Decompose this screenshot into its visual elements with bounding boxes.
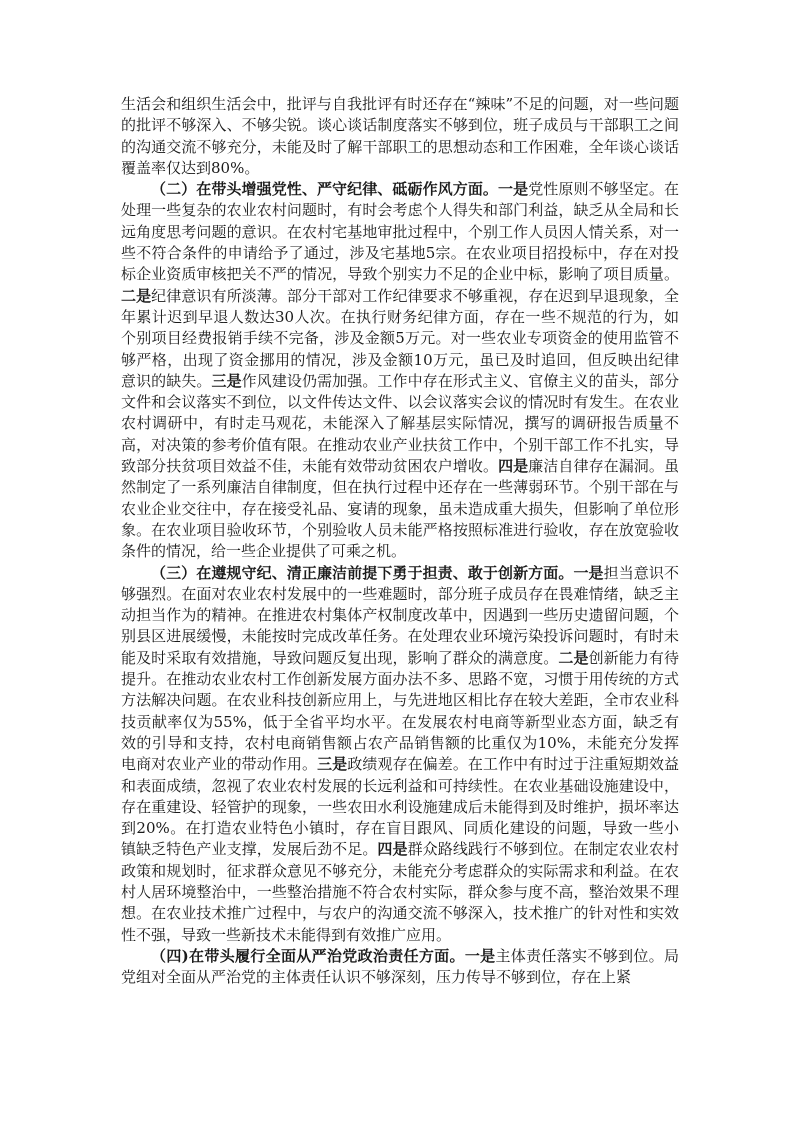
point-text: 作风建设仍需加强。工作中存在形式主义、官僚主义的苗头，部分文件和会议落实不到位，以文件传达文件、以会议落实会议的情况时有发生。在农业农村调研中，有时走马观花，未能深入了解基层实际情况，撰写的调研报告质量不高，对决策的参考价值有限。在推动农业产业扶贫工作中，个别干部工作不扎实，导致部分扶贫项目效益不佳，未能有效带动贫困农户增收。: [121, 371, 679, 476]
paragraph-text: 生活会和组织生活会中，批评与自我批评有时还存在“辣味”不足的问题，对一些问题的批评不够深入、不够尖锐。谈心谈话制度落实不够到位，班子成员与干部职工之间的沟通交流不够充分，未能及时了解干部职工的思想动态和工作困难，全年谈心谈话覆盖率仅达到80%。: [121, 95, 679, 177]
paragraph-section-4: [121, 946, 679, 989]
point-lead: 三是: [317, 755, 348, 774]
point-lead: 二是: [121, 286, 152, 305]
point-text: 群众路线践行不够到位。在制定农业农村政策和规划时，征求群众意见不够充分，未能充分考虑群众的实际需求和利益。在农村人居环境整治中，一些整治措施不符合农村实际，群众参与度不高，整治效果不理想。在农业技术推广过程中，与农户的沟通交流不够深入，技术推广的针对性和实效性不强，导致一些新技术未能得到有效推广应用。: [121, 840, 679, 944]
point-lead: 四是: [498, 457, 529, 476]
point-text: 主体责任落实不够到位。局党组对全面从严治党的主体责任认识不够深刻，压力传导不够到位，存在上紧: [121, 946, 679, 987]
point-lead: 四是: [377, 840, 408, 859]
point-text: 政绩观存在偏差。在工作中有时过于注重短期效益和表面成绩，忽视了农业农村发展的长远利益和可持续性。在农业基础设施建设中，存在重建设、轻管护的现象，一些农田水利设施建成后未能得到及时维护，损坏率达到20%。在打造农业特色小镇时，存在盲目跟风、同质化建设的问题，导致一些小镇缺乏特色产业支撑，发展后劲不足。: [121, 755, 679, 859]
point-lead: 一是: [464, 946, 496, 965]
point-text: 创新能力有待提升。在推动农业农村工作创新发展方面办法不多、思路不宽，习惯于用传统的方式方法解决问题。在农业科技创新应用上，与先进地区相比存在较大差距，全市农业科技贡献率仅为55%，低于全省平均水平。在发展农村电商等新型业态方面，缺乏有效的引导和支持，农村电商销售额占农产品销售额的比重仅为10%，未能充分发挥电商对农业产业的带动作用。: [121, 648, 679, 774]
point-lead: 一是: [573, 563, 604, 582]
paragraph-section-3: [121, 563, 679, 946]
point-text: 纪律意识有所淡薄。部分干部对工作纪律要求不够重视，存在迟到早退现象，全年累计迟到早退人数达30人次。在执行财务纪律方面，存在一些不规范的行为，如个别项目经费报销手续不完备，涉及金额5万元。对一些农业专项资金的使用监管不够严格，出现了资金挪用的情况，涉及金额10万元，虽已及时追回，但反映出纪律意识的缺失。: [121, 286, 679, 390]
point-text: 担当意识不够强烈。在面对农业农村发展中的一些难题时，部分班子成员存在畏难情绪，缺乏主动担当作为的精神。在推进农村集体产权制度改革中，因遇到一些历史遗留问题，个别县区进展缓慢，未能按时完成改革任务。在处理农业环境污染投诉问题时，有时未能及时采取有效措施，导致问题反复出现，影响了群众的满意度。: [121, 563, 679, 667]
point-lead: 二是: [558, 648, 589, 667]
point-lead: 一是: [498, 180, 529, 199]
point-text: 党性原则不够坚定。在处理一些复杂的农业农村问题时，有时会考虑个人得失和部门利益，缺乏从全局和长远角度思考问题的意识。在农村宅基地审批过程中，个别工作人员因人情关系，对一些不符合条件的申请给予了通过，涉及宅基地5宗。在农业项目招投标中，存在对投标企业资质审核把关不严的情况，导致个别实力不足的企业中标，影响了项目质量。: [121, 180, 679, 284]
document-body: [121, 94, 679, 988]
point-lead: 三是: [211, 371, 242, 390]
section-heading: （三）在遵规守纪、清正廉洁前提下勇于担责、敢于创新方面。: [151, 563, 574, 582]
paragraph-section-2: [121, 179, 679, 562]
paragraph-continuation: [121, 94, 679, 179]
point-text: 廉洁自律存在漏洞。虽然制定了一系列廉洁自律制度，但在执行过程中还存在一些薄弱环节。个别干部在与农业企业交往中，存在接受礼品、宴请的现象，虽未造成重大损失，但影响了单位形象。在农业项目验收环节，个别验收人员未能严格按照标准进行验收，存在放宽验收条件的情况，给一些企业提供了可乘之机。: [121, 457, 679, 561]
section-heading: （二）在带头增强党性、严守纪律、砥砺作风方面。: [151, 180, 499, 199]
section-heading: （四)在带头履行全面从严治党政治责任方面。: [151, 946, 465, 965]
